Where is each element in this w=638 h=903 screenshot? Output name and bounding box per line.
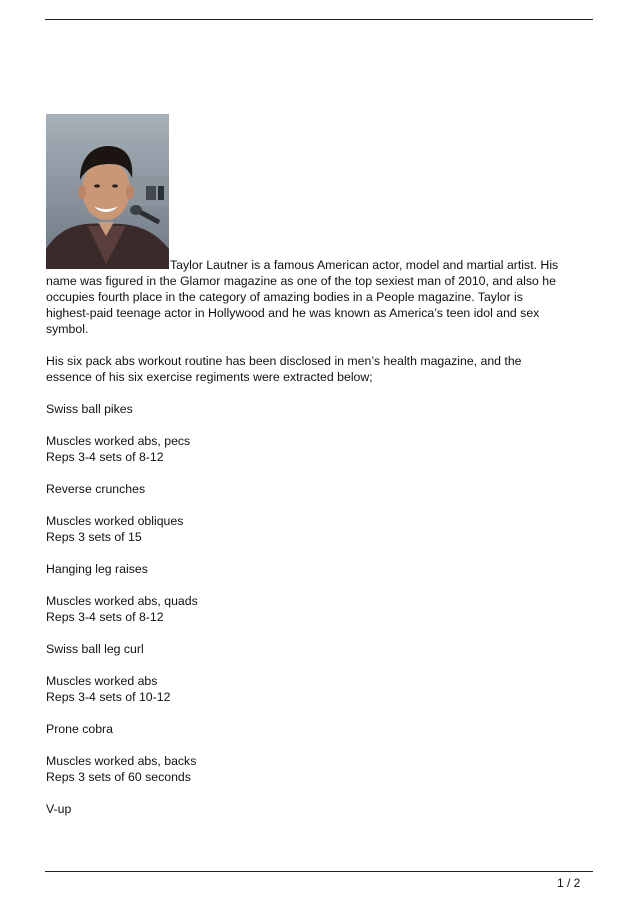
exercise-muscles: Muscles worked abs bbox=[46, 674, 158, 688]
exercise-name: Reverse crunches bbox=[46, 482, 146, 496]
exercise-muscles: Muscles worked abs, backs bbox=[46, 754, 197, 768]
intro-line: symbol. bbox=[46, 322, 89, 336]
exercise-reps: Reps 3-4 sets of 8-12 bbox=[46, 450, 164, 464]
intro-line: name was figured in the Glamor magazine as one of the top sexiest man of 2010, and also he bbox=[46, 274, 556, 288]
exercise-name: Hanging leg raises bbox=[46, 562, 148, 576]
exercise-reps: Reps 3-4 sets of 8-12 bbox=[46, 610, 164, 624]
exercise-reps: Reps 3-4 sets of 10-12 bbox=[46, 690, 171, 704]
paragraph-line: essence of his six exercise regiments were extracted below; bbox=[46, 370, 373, 384]
footer-rule bbox=[45, 871, 593, 872]
exercise-name: Swiss ball leg curl bbox=[46, 642, 144, 656]
exercise-name: Swiss ball pikes bbox=[46, 402, 133, 416]
exercise-muscles: Muscles worked obliques bbox=[46, 514, 184, 528]
intro-line: occupies fourth place in the category of amazing bodies in a People magazine. Taylor is bbox=[46, 290, 523, 304]
exercise-name: V-up bbox=[46, 802, 72, 816]
exercise-muscles: Muscles worked abs, quads bbox=[46, 594, 198, 608]
header-rule bbox=[45, 19, 593, 20]
paragraph-line: His six pack abs workout routine has been disclosed in men’s health magazine, and the bbox=[46, 354, 522, 368]
exercise-reps: Reps 3 sets of 15 bbox=[46, 530, 142, 544]
page-number: 1 / 2 bbox=[557, 876, 581, 890]
exercise-reps: Reps 3 sets of 60 seconds bbox=[46, 770, 191, 784]
intro-line: highest-paid teenage actor in Hollywood and he was known as America’s teen idol and sex bbox=[46, 306, 540, 320]
intro-line: Taylor Lautner is a famous American actor, model and martial artist. His bbox=[170, 258, 559, 272]
portrait-photo bbox=[46, 114, 169, 269]
exercise-name: Prone cobra bbox=[46, 722, 113, 736]
exercise-muscles: Muscles worked abs, pecs bbox=[46, 434, 191, 448]
